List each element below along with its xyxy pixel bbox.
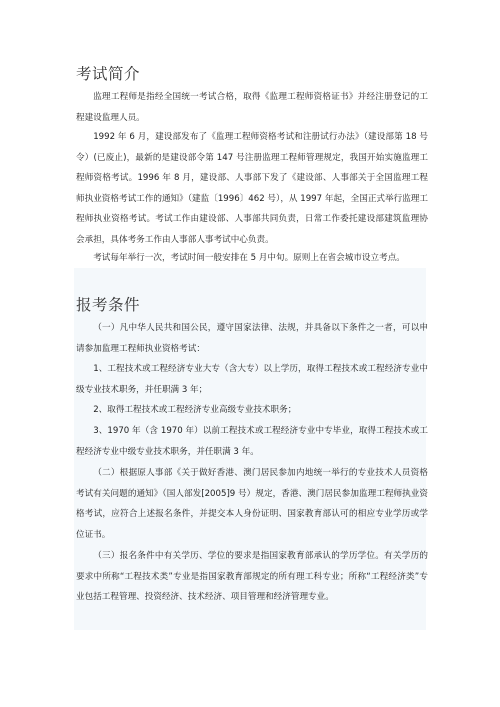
requirements-paragraph-1: （一）凡中华人民共和国公民，遵守国家法律、法规，并具备以下条件之一者，可以申请参加监理工程师执业资格考试：	[76, 323, 428, 354]
requirements-paragraph-4: 3、1970 年（含 1970 年）以前工程技术或工程经济专业中专毕业，取得工程技术或工程经济专业中级专业技术职务，并任职满 3 年。	[76, 426, 428, 457]
requirements-paragraph-2: 1、工程技术或工程经济专业大专（含大专）以上学历，取得工程技术或工程经济专业中级专业技术职务，并任职满 3 年；	[76, 364, 428, 395]
requirements-paragraph-5: （二）根据原人事部《关于做好香港、澳门居民参加内地统一举行的专业技术人员资格考试有关问题的通知》（国人部发[2005]9 号）规定，香港、澳门居民参加监理工程师执业资格考试，应符合上述报名条件，并提交本人身份证明、国家教育部认可的相应专业学历或学位证书。	[76, 468, 428, 540]
requirements-paragraph-6: （三）报名条件中有关学历、学位的要求是指国家教育部承认的学历学位。有关学历的要求中所称“工程技术类”专业是指国家教育部规定的所有理工科专业；所称“工程经济类”专业包括工程管理、投资经济、技术经济、项目管理和经济管理专业。	[76, 551, 428, 602]
intro-paragraph-3: 考试每年举行一次，考试时间一般安排在 5 月中旬。原则上在省会城市设立考点。	[93, 253, 405, 263]
requirements-heading: 报考条件	[76, 296, 141, 314]
intro-heading: 考试简介	[76, 65, 141, 83]
intro-paragraph-1: 监理工程师是指经全国统一考试合格，取得《监理工程师资格证书》并经注册登记的工程建设监理人员。	[76, 92, 428, 123]
intro-paragraph-2: 1992 年 6 月，建设部发布了《监理工程师资格考试和注册试行办法》（建设部第 18 号令）(已废止)，最新的是建设部令第 147 号注册监理工程师管理规定，我国开始实施监理工程师资格考试。1996 年 8 月，建设部、人事部下发了《建设部、人事部关于全国监理工程师执业资格考试工作的通知》（建监〔1996〕462 号），从 1997 年起，全国正式举行监理工程师执业资格考试。考试工作由建设部、人事部共同负责，日常工作委托建设部建筑监理协会承担，具体考务工作由人事部人事考试中心负责。	[76, 132, 428, 245]
requirements-paragraph-3: 2、取得工程技术或工程经济专业高级专业技术职务；	[93, 405, 297, 415]
